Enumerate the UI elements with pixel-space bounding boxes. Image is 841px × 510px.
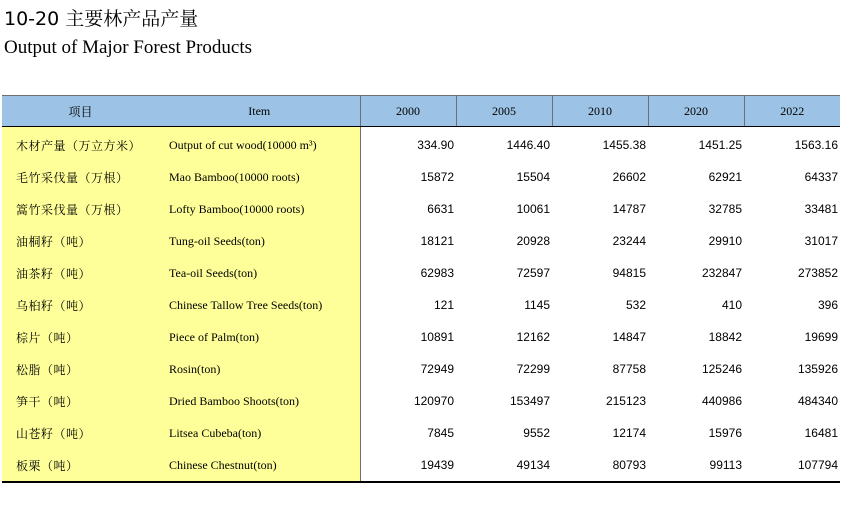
table-row — [2, 353, 840, 385]
value-cell: 9552 — [523, 426, 550, 440]
value-cell: 87758 — [612, 362, 646, 376]
row-label-cn: 毛竹采伐量（万根） — [2, 161, 159, 193]
row-label-en: Rosin(ton) — [159, 353, 360, 385]
header-item-en: Item — [159, 96, 360, 127]
value-cell: 18121 — [420, 234, 454, 248]
value-cell: 19699 — [804, 330, 838, 344]
value-cell: 20928 — [516, 234, 550, 248]
value-cell: 1455.38 — [602, 138, 646, 152]
table-row — [2, 417, 840, 449]
header-year: 2005 — [456, 96, 552, 127]
table-row — [2, 127, 840, 162]
row-label-en: Chinese Chestnut(ton) — [159, 449, 360, 482]
table-row — [2, 449, 840, 482]
value-cell: 153497 — [509, 394, 550, 408]
value-cell: 94815 — [612, 266, 646, 280]
value-cell: 125246 — [701, 362, 742, 376]
row-label-en: Output of cut wood(10000 m³) — [159, 127, 360, 162]
page-title-en: Output of Major Forest Products — [4, 37, 253, 58]
row-label-en: Mao Bamboo(10000 roots) — [159, 161, 360, 193]
value-cell: 33481 — [804, 202, 838, 216]
value-cell: 410 — [721, 298, 742, 312]
value-cell: 484340 — [797, 394, 838, 408]
header-item-cn: 项目 — [2, 96, 159, 127]
row-label-cn: 板栗（吨） — [2, 449, 159, 482]
row-label-cn: 油茶籽（吨） — [2, 257, 159, 289]
value-cell: 32785 — [708, 202, 742, 216]
value-cell: 29910 — [708, 234, 742, 248]
row-label-en: Dried Bamboo Shoots(ton) — [159, 385, 360, 417]
row-label-en: Tea-oil Seeds(ton) — [159, 257, 360, 289]
forest-products-table — [2, 95, 840, 483]
row-label-en: Tung-oil Seeds(ton) — [159, 225, 360, 257]
value-cell: 19439 — [420, 458, 454, 472]
table-row — [2, 385, 840, 417]
row-label-cn: 篙竹采伐量（万根） — [2, 193, 159, 225]
value-cell: 232847 — [701, 266, 742, 280]
value-cell: 14787 — [612, 202, 646, 216]
table-row — [2, 321, 840, 353]
value-cell: 396 — [817, 298, 838, 312]
row-label-cn: 乌桕籽（吨） — [2, 289, 159, 321]
table-row — [2, 257, 840, 289]
value-cell: 49134 — [516, 458, 550, 472]
header-year: 2010 — [552, 96, 648, 127]
table-row — [2, 289, 840, 321]
value-cell: 334.90 — [417, 138, 454, 152]
value-cell: 10061 — [516, 202, 550, 216]
value-cell: 107794 — [797, 458, 838, 472]
value-cell: 273852 — [797, 266, 838, 280]
row-label-cn: 油桐籽（吨） — [2, 225, 159, 257]
value-cell: 31017 — [804, 234, 838, 248]
row-label-cn: 笋干（吨） — [2, 385, 159, 417]
value-cell: 62983 — [420, 266, 454, 280]
row-label-cn: 棕片（吨） — [2, 321, 159, 353]
value-cell: 12162 — [516, 330, 550, 344]
value-cell: 1446.40 — [506, 138, 550, 152]
value-cell: 15872 — [420, 170, 454, 184]
value-cell: 18842 — [708, 330, 742, 344]
value-cell: 12174 — [612, 426, 646, 440]
value-cell: 23244 — [612, 234, 646, 248]
value-cell: 7845 — [427, 426, 454, 440]
row-label-cn: 松脂（吨） — [2, 353, 159, 385]
value-cell: 15976 — [708, 426, 742, 440]
value-cell: 1563.16 — [794, 138, 838, 152]
value-cell: 64337 — [804, 170, 838, 184]
value-cell: 99113 — [709, 458, 742, 472]
row-label-cn: 木材产量（万立方米） — [2, 127, 159, 162]
header-year: 2022 — [744, 96, 840, 127]
value-cell: 121 — [433, 298, 454, 312]
table-row — [2, 225, 840, 257]
row-label-en: Piece of Palm(ton) — [159, 321, 360, 353]
value-cell: 10891 — [420, 330, 454, 344]
row-label-en: Chinese Tallow Tree Seeds(ton) — [159, 289, 360, 321]
table-row — [2, 161, 840, 193]
header-year: 2020 — [648, 96, 744, 127]
value-cell: 72949 — [420, 362, 454, 376]
value-cell: 62921 — [708, 170, 742, 184]
page-title-cn: 10-20 主要林产品产量 — [4, 8, 199, 30]
value-cell: 26602 — [612, 170, 646, 184]
value-cell: 120970 — [413, 394, 454, 408]
value-cell: 440986 — [701, 394, 742, 408]
header-year: 2000 — [360, 96, 456, 127]
value-cell: 14847 — [612, 330, 646, 344]
row-label-en: Litsea Cubeba(ton) — [159, 417, 360, 449]
value-cell: 16481 — [804, 426, 838, 440]
row-label-en: Lofty Bamboo(10000 roots) — [159, 193, 360, 225]
header-row — [2, 96, 840, 127]
value-cell: 6631 — [427, 202, 454, 216]
value-cell: 15504 — [516, 170, 550, 184]
value-cell: 72597 — [516, 266, 550, 280]
table-row — [2, 193, 840, 225]
value-cell: 135926 — [797, 362, 838, 376]
value-cell: 72299 — [516, 362, 550, 376]
value-cell: 80793 — [612, 458, 646, 472]
table-body — [2, 127, 840, 483]
value-cell: 1451.25 — [698, 138, 742, 152]
value-cell: 215123 — [605, 394, 646, 408]
value-cell: 1145 — [524, 298, 550, 312]
value-cell: 532 — [625, 298, 646, 312]
row-label-cn: 山苍籽（吨） — [2, 417, 159, 449]
